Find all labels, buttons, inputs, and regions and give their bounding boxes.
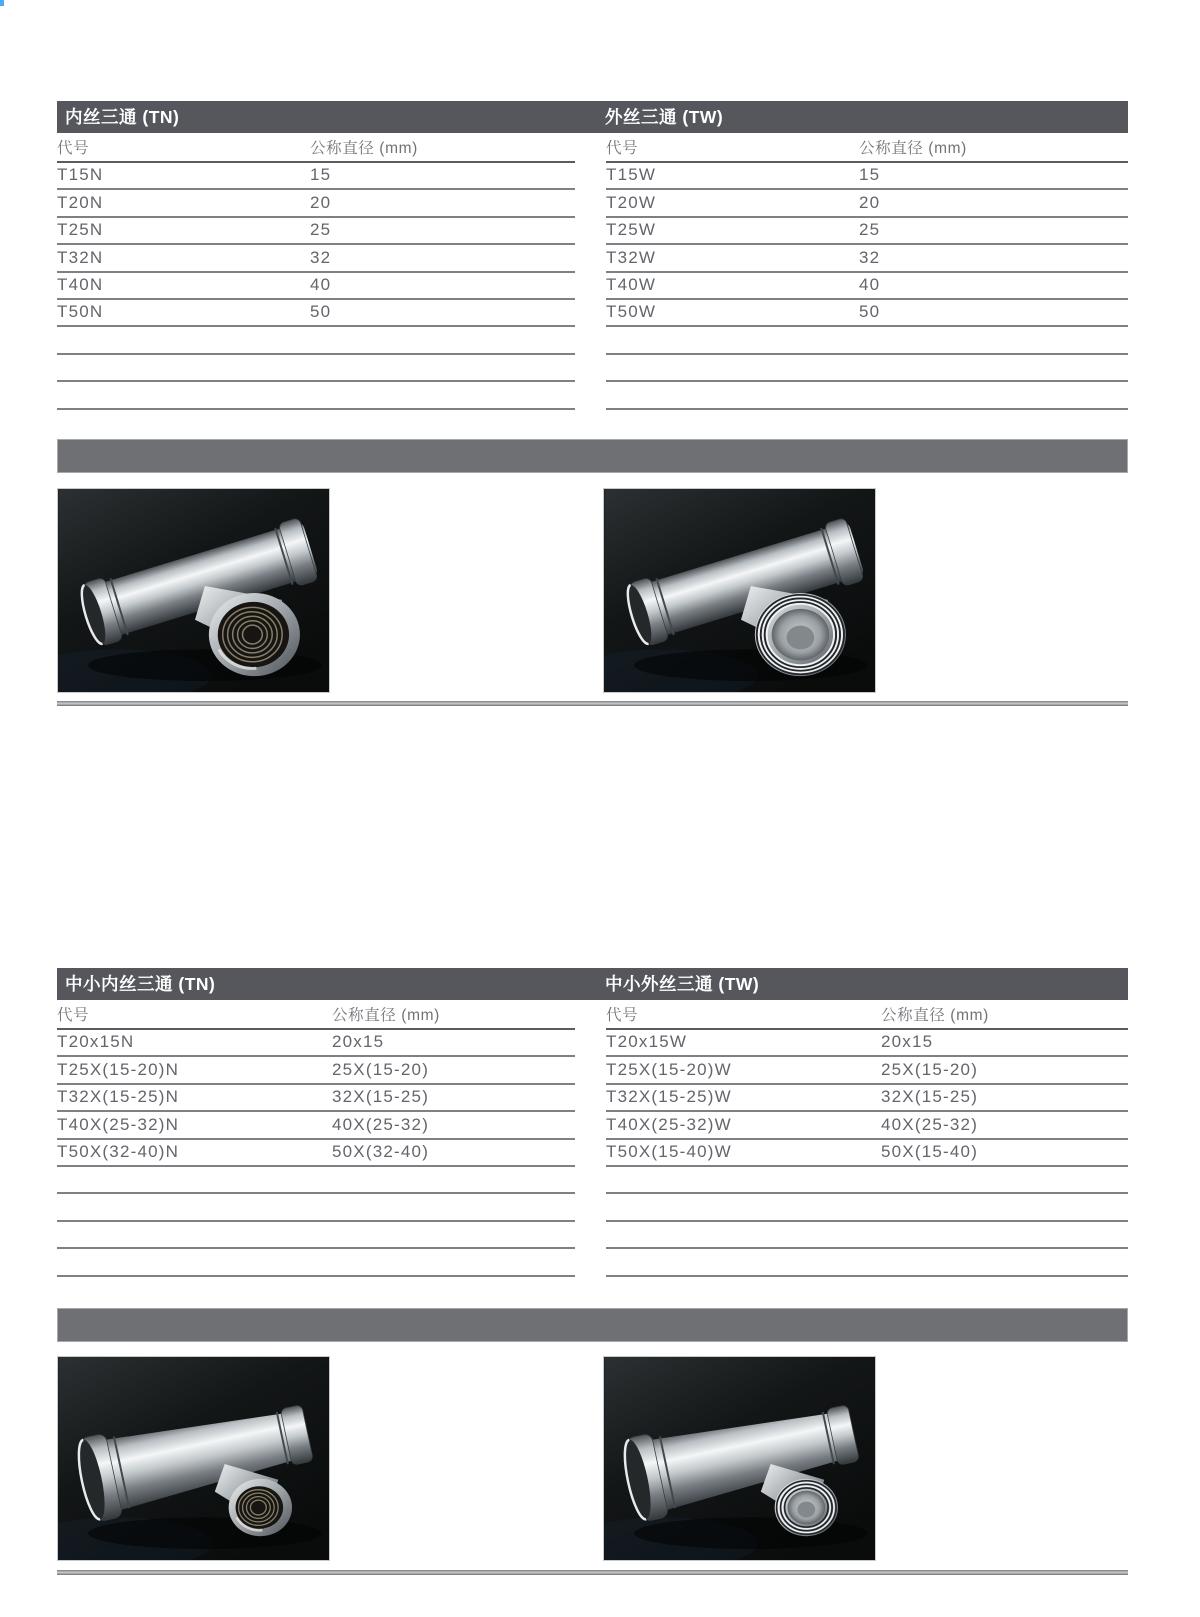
code-cell: T15N — [57, 165, 104, 185]
code-cell: T25X(15-20)N — [57, 1059, 180, 1079]
table-header — [606, 133, 1128, 163]
code-cell: T50N — [57, 302, 104, 322]
table-row — [606, 1030, 1128, 1057]
table-title-female-tee: 内丝三通 (TN) — [65, 107, 180, 127]
empty-table-row — [57, 327, 575, 354]
code-cell: T25W — [606, 220, 657, 240]
code-cell: T15W — [606, 165, 657, 185]
empty-table-row — [606, 1249, 1128, 1276]
table-row — [606, 190, 1128, 217]
code-cell: T50X(32-40)N — [57, 1141, 180, 1161]
table-row — [57, 1112, 575, 1139]
table-row — [57, 190, 575, 217]
diameter-cell: 50X(15-40) — [881, 1141, 979, 1161]
diameter-cell: 15 — [859, 165, 881, 185]
diameter-cell: 20 — [310, 192, 332, 212]
empty-table-row — [57, 1249, 575, 1276]
section2-title-band — [57, 968, 1128, 1000]
column-header-diameter: 公称直径 (mm) — [332, 1007, 440, 1024]
table-row — [57, 273, 575, 300]
table-reducing-female-tee — [57, 1000, 575, 1277]
code-cell: T20x15N — [57, 1032, 135, 1052]
page-corner-mark — [0, 0, 4, 6]
reducing-tee-female-thread-photo — [57, 1356, 330, 1561]
table-row — [57, 163, 575, 190]
code-cell: T40W — [606, 274, 657, 294]
table-title-male-tee: 外丝三通 (TW) — [605, 107, 724, 127]
table-reducing-male-tee — [606, 1000, 1128, 1277]
code-cell: T20W — [606, 192, 657, 212]
diameter-cell: 32 — [310, 247, 332, 267]
code-cell: T25N — [57, 220, 104, 240]
table-row — [606, 273, 1128, 300]
stainless-tee-male-thread-photo — [603, 488, 876, 693]
diameter-cell: 40 — [859, 274, 881, 294]
section1-divider-band — [57, 439, 1128, 473]
table-row — [606, 218, 1128, 245]
table-row — [606, 163, 1128, 190]
table-female-tee — [57, 133, 575, 410]
empty-table-row — [57, 1167, 575, 1194]
diameter-cell: 40 — [310, 274, 332, 294]
column-header-diameter: 公称直径 (mm) — [859, 140, 967, 157]
table-row — [606, 1057, 1128, 1084]
table-row — [606, 1112, 1128, 1139]
table-row — [606, 1140, 1128, 1167]
table-row — [57, 1030, 575, 1057]
table-row — [57, 1057, 575, 1084]
code-cell: T50W — [606, 302, 657, 322]
empty-table-row — [606, 1222, 1128, 1249]
diameter-cell: 40X(25-32) — [881, 1114, 979, 1134]
code-cell: T32X(15-25)W — [606, 1087, 732, 1107]
diameter-cell: 40X(25-32) — [332, 1114, 430, 1134]
section2-divider-band — [57, 1308, 1128, 1342]
diameter-cell: 15 — [310, 165, 332, 185]
table-header — [57, 133, 575, 163]
table-title-reducing-male-tee: 中小外丝三通 (TW) — [605, 974, 760, 994]
column-header-diameter: 公称直径 (mm) — [881, 1007, 989, 1024]
code-cell: T25X(15-20)W — [606, 1059, 732, 1079]
diameter-cell: 50X(32-40) — [332, 1141, 430, 1161]
code-cell: T32N — [57, 247, 104, 267]
diameter-cell: 32X(15-25) — [332, 1087, 430, 1107]
diameter-cell: 25X(15-20) — [332, 1059, 430, 1079]
table-row — [57, 245, 575, 272]
section2-bottom-rule — [57, 1570, 1128, 1575]
column-header-diameter: 公称直径 (mm) — [310, 140, 418, 157]
empty-table-row — [606, 355, 1128, 382]
diameter-cell: 20x15 — [881, 1032, 934, 1052]
diameter-cell: 50 — [310, 302, 332, 322]
table-row — [57, 300, 575, 327]
table-row — [57, 1085, 575, 1112]
empty-table-row — [606, 382, 1128, 409]
reducing-tee-male-thread-photo — [603, 1356, 876, 1561]
code-cell: T50X(15-40)W — [606, 1141, 732, 1161]
diameter-cell: 32X(15-25) — [881, 1087, 979, 1107]
code-cell: T20x15W — [606, 1032, 688, 1052]
table-header — [606, 1000, 1128, 1030]
diameter-cell: 20 — [859, 192, 881, 212]
diameter-cell: 20x15 — [332, 1032, 385, 1052]
empty-table-row — [57, 1194, 575, 1221]
column-header-code: 代号 — [606, 140, 639, 157]
table-row — [606, 300, 1128, 327]
diameter-cell: 32 — [859, 247, 881, 267]
column-header-code: 代号 — [57, 140, 90, 157]
column-header-code: 代号 — [606, 1007, 639, 1024]
empty-table-row — [57, 355, 575, 382]
table-row — [57, 218, 575, 245]
empty-table-row — [606, 1194, 1128, 1221]
code-cell: T20N — [57, 192, 104, 212]
table-row — [606, 245, 1128, 272]
code-cell: T32W — [606, 247, 657, 267]
diameter-cell: 50 — [859, 302, 881, 322]
diameter-cell: 25 — [310, 220, 332, 240]
table-row — [606, 1085, 1128, 1112]
table-title-reducing-female-tee: 中小内丝三通 (TN) — [65, 974, 216, 994]
code-cell: T40X(25-32)W — [606, 1114, 732, 1134]
table-male-tee — [606, 133, 1128, 410]
section1-title-band — [57, 101, 1128, 133]
empty-table-row — [606, 327, 1128, 354]
code-cell: T40N — [57, 274, 104, 294]
section1-bottom-rule — [57, 701, 1128, 706]
stainless-tee-female-thread-photo — [57, 488, 330, 693]
empty-table-row — [606, 1167, 1128, 1194]
empty-table-row — [57, 1222, 575, 1249]
code-cell: T40X(25-32)N — [57, 1114, 180, 1134]
diameter-cell: 25X(15-20) — [881, 1059, 979, 1079]
table-header — [57, 1000, 575, 1030]
table-row — [57, 1140, 575, 1167]
diameter-cell: 25 — [859, 220, 881, 240]
column-header-code: 代号 — [57, 1007, 90, 1024]
code-cell: T32X(15-25)N — [57, 1087, 180, 1107]
empty-table-row — [57, 382, 575, 409]
